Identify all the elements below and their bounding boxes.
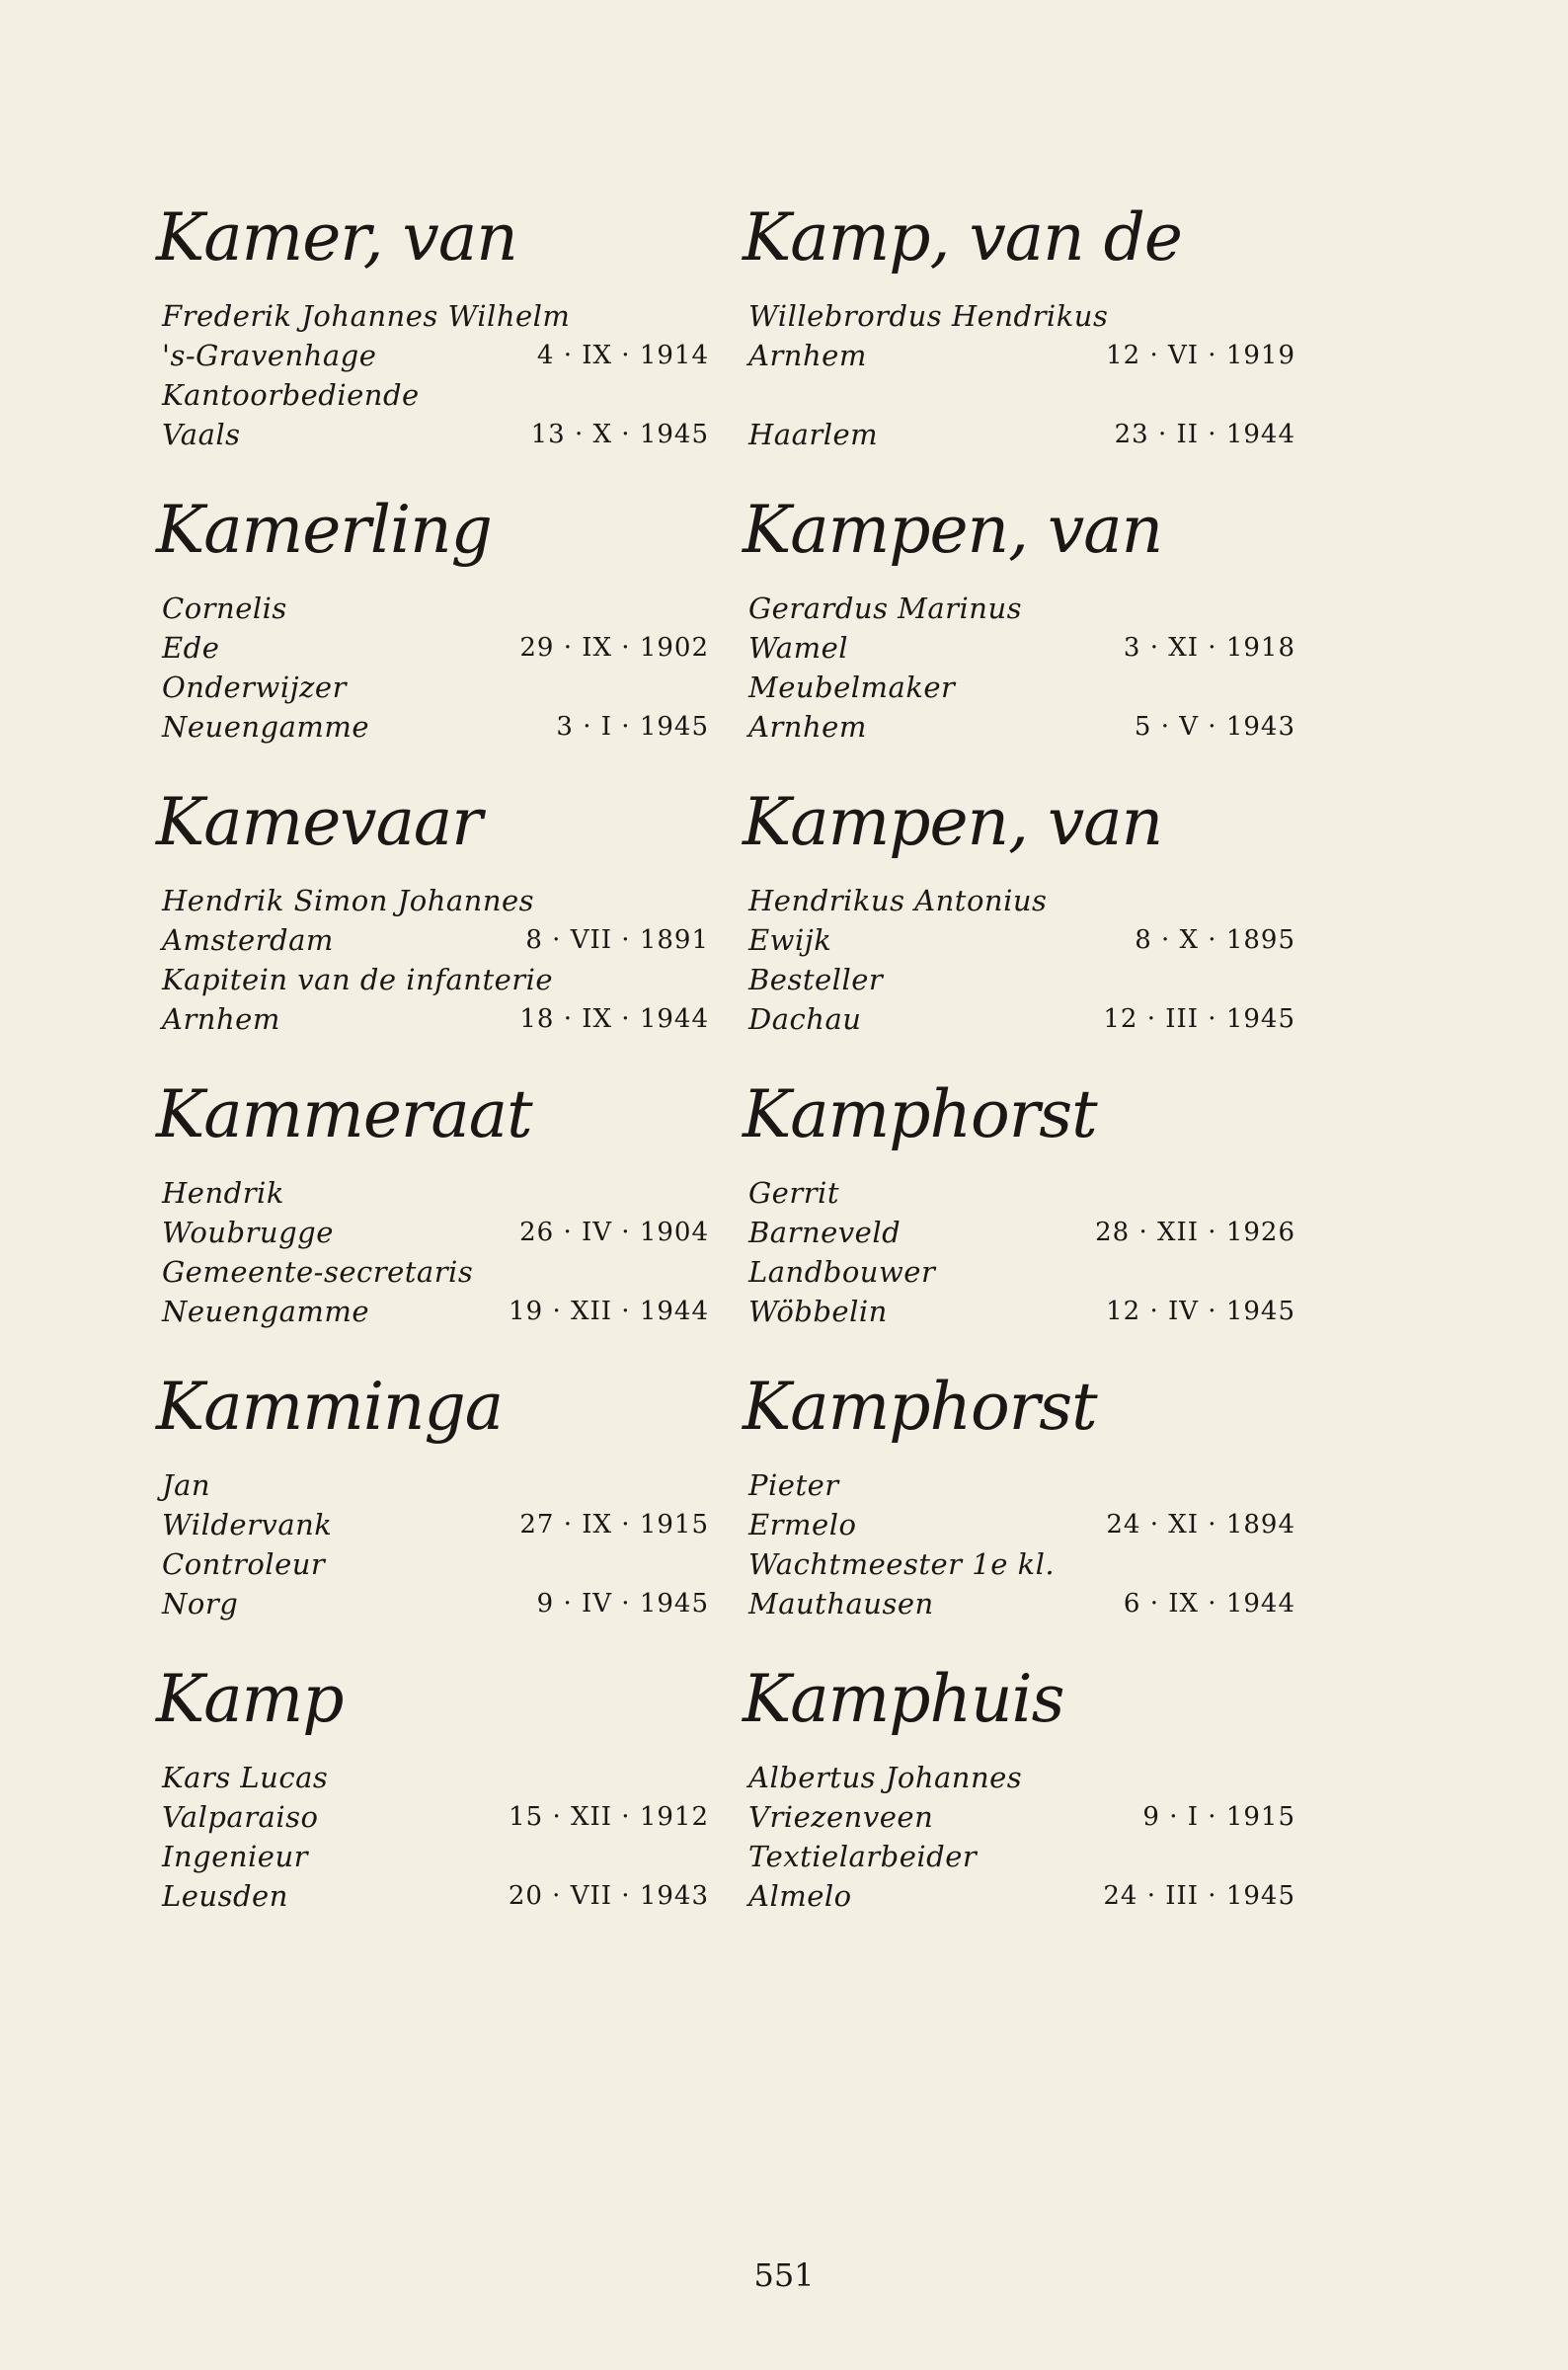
occupation: Controleur — [162, 1547, 326, 1581]
occupation: Onderwijzer — [162, 671, 347, 704]
death-line — [156, 1292, 709, 1331]
given-names-line — [743, 589, 1295, 628]
occupation-line — [156, 960, 709, 999]
birthdate: 24 · XI · 1894 — [1106, 1510, 1295, 1540]
occupation: Besteller — [748, 963, 884, 996]
given-names: Kars Lucas — [162, 1761, 329, 1794]
deathplace: Mauthausen — [748, 1587, 934, 1620]
birthplace: 's-Gravenhage — [162, 339, 377, 372]
given-names: Gerrit — [748, 1176, 839, 1210]
deathplace: Almelo — [748, 1879, 852, 1913]
death-line — [156, 415, 709, 454]
birth-line — [743, 628, 1295, 668]
death-line — [743, 1876, 1295, 1916]
occupation-line — [743, 1837, 1295, 1876]
birth-line — [743, 1505, 1295, 1544]
death-line — [743, 1584, 1295, 1623]
birth-line — [743, 1797, 1295, 1837]
given-names-line — [743, 1465, 1295, 1505]
birth-line — [743, 336, 1295, 375]
deathplace: Vaals — [162, 418, 241, 451]
deathplace: Norg — [162, 1587, 239, 1620]
occupation-line — [156, 375, 709, 415]
birthdate: 9 · I · 1915 — [1142, 1802, 1295, 1832]
entry — [156, 1367, 709, 1659]
given-names-line — [156, 881, 709, 920]
death-line — [743, 999, 1295, 1039]
given-names-line — [156, 296, 709, 336]
occupation: Landbouwer — [748, 1255, 936, 1289]
deathplace: Wöbbelin — [748, 1295, 888, 1328]
occupation-line — [743, 375, 1295, 415]
entry — [156, 490, 709, 782]
occupation-line — [743, 960, 1295, 999]
birthplace: Valparaiso — [162, 1800, 319, 1834]
given-names-line — [156, 1465, 709, 1505]
surname: Kamphorst — [743, 1369, 1097, 1445]
deathdate: 20 · VII · 1943 — [508, 1881, 709, 1911]
given-names: Cornelis — [162, 592, 287, 625]
occupation-line — [743, 668, 1295, 707]
entry — [156, 1659, 709, 1951]
birthdate: 4 · IX · 1914 — [536, 341, 709, 370]
given-names: Albertus Johannes — [748, 1761, 1023, 1794]
given-names: Willebrordus Hendrikus — [748, 299, 1109, 333]
page-number: 551 — [753, 2256, 815, 2294]
entry — [743, 1659, 1295, 1951]
birthdate: 8 · X · 1895 — [1135, 925, 1295, 955]
birthplace: Ewijk — [748, 923, 832, 957]
birth-line — [156, 1505, 709, 1544]
deathplace: Arnhem — [748, 710, 867, 744]
surname: Kamevaar — [156, 784, 482, 860]
given-names: Pieter — [748, 1468, 839, 1502]
given-names: Frederik Johannes Wilhelm — [162, 299, 571, 333]
surname: Kamphorst — [743, 1076, 1097, 1152]
surname: Kamphuis — [743, 1661, 1064, 1737]
deathplace: Haarlem — [748, 418, 879, 451]
entry — [156, 198, 709, 490]
birth-line — [743, 920, 1295, 960]
deathplace: Dachau — [748, 1002, 862, 1036]
entry — [156, 1074, 709, 1367]
deathdate: 9 · IV · 1945 — [536, 1589, 709, 1619]
given-names-line — [743, 296, 1295, 336]
deathplace: Neuengamme — [162, 1295, 370, 1328]
surname: Kampen, van — [743, 784, 1163, 860]
occupation-line — [156, 1544, 709, 1584]
surname: Kamp — [156, 1661, 344, 1737]
given-names-line — [743, 1173, 1295, 1213]
death-line — [156, 999, 709, 1039]
given-names-line — [743, 881, 1295, 920]
given-names-line — [156, 1173, 709, 1213]
occupation: Wachtmeester 1e kl. — [748, 1547, 1056, 1581]
birthplace: Wamel — [748, 631, 849, 665]
birthdate: 26 · IV · 1904 — [519, 1218, 709, 1247]
death-line — [743, 1292, 1295, 1331]
surname: Kamminga — [156, 1369, 504, 1445]
entry — [743, 198, 1295, 490]
birthplace: Woubrugge — [162, 1216, 334, 1249]
birthdate: 3 · XI · 1918 — [1123, 633, 1295, 663]
surname: Kampen, van — [743, 492, 1163, 568]
given-names: Hendrik — [162, 1176, 284, 1210]
deathdate: 23 · II · 1944 — [1114, 420, 1295, 449]
entry — [743, 1074, 1295, 1367]
birth-line — [156, 920, 709, 960]
occupation-line — [156, 1837, 709, 1876]
occupation-line — [156, 1252, 709, 1292]
birthplace: Ede — [162, 631, 220, 665]
birthplace: Wildervank — [162, 1508, 333, 1541]
death-line — [156, 1584, 709, 1623]
occupation-line — [156, 668, 709, 707]
occupation: Gemeente-secretaris — [162, 1255, 474, 1289]
deathdate: 13 · X · 1945 — [530, 420, 709, 449]
occupation: Kapitein van de infanterie — [162, 963, 554, 996]
deathplace: Arnhem — [162, 1002, 280, 1036]
entry — [156, 782, 709, 1074]
death-line — [743, 707, 1295, 747]
deathdate: 6 · IX · 1944 — [1123, 1589, 1295, 1619]
given-names-line — [743, 1758, 1295, 1797]
deathdate: 24 · III · 1945 — [1103, 1881, 1295, 1911]
surname: Kamer, van — [156, 199, 517, 276]
death-line — [743, 415, 1295, 454]
birthplace: Barneveld — [748, 1216, 902, 1249]
left-column — [156, 198, 709, 1951]
birth-line — [743, 1213, 1295, 1252]
surname: Kammeraat — [156, 1076, 532, 1152]
death-line — [156, 1876, 709, 1916]
birth-line — [156, 336, 709, 375]
birthdate: 15 · XII · 1912 — [509, 1802, 709, 1832]
deathplace: Neuengamme — [162, 710, 370, 744]
birthplace: Arnhem — [748, 339, 867, 372]
birth-line — [156, 1797, 709, 1837]
right-column — [743, 198, 1295, 1951]
deathplace: Leusden — [162, 1879, 288, 1913]
birthdate: 27 · IX · 1915 — [519, 1510, 709, 1540]
entry — [743, 782, 1295, 1074]
entry — [743, 490, 1295, 782]
deathdate: 12 · III · 1945 — [1103, 1004, 1295, 1034]
deathdate: 12 · IV · 1945 — [1106, 1297, 1295, 1326]
deathdate: 18 · IX · 1944 — [519, 1004, 709, 1034]
surname: Kamp, van de — [743, 199, 1182, 276]
birthdate: 28 · XII · 1926 — [1095, 1218, 1295, 1247]
birthdate: 8 · VII · 1891 — [525, 925, 709, 955]
given-names: Jan — [162, 1468, 211, 1502]
given-names-line — [156, 589, 709, 628]
occupation-line — [743, 1252, 1295, 1292]
deathdate: 19 · XII · 1944 — [509, 1297, 709, 1326]
occupation-line — [743, 1544, 1295, 1584]
given-names: Gerardus Marinus — [748, 592, 1023, 625]
given-names: Hendrik Simon Johannes — [162, 884, 535, 917]
entry — [743, 1367, 1295, 1659]
birthplace: Vriezenveen — [748, 1800, 934, 1834]
birth-line — [156, 1213, 709, 1252]
birthdate: 12 · VI · 1919 — [1106, 341, 1295, 370]
given-names-line — [156, 1758, 709, 1797]
occupation: Ingenieur — [162, 1840, 309, 1873]
occupation: Meubelmaker — [748, 671, 956, 704]
surname: Kamerling — [156, 492, 492, 568]
birthplace: Ermelo — [748, 1508, 857, 1541]
deathdate: 5 · V · 1943 — [1134, 712, 1295, 742]
occupation: Textielarbeider — [748, 1840, 978, 1873]
death-line — [156, 707, 709, 747]
birth-line — [156, 628, 709, 668]
given-names: Hendrikus Antonius — [748, 884, 1048, 917]
occupation: Kantoorbediende — [162, 378, 420, 412]
birthdate: 29 · IX · 1902 — [519, 633, 709, 663]
deathdate: 3 · I · 1945 — [556, 712, 709, 742]
birthplace: Amsterdam — [162, 923, 334, 957]
